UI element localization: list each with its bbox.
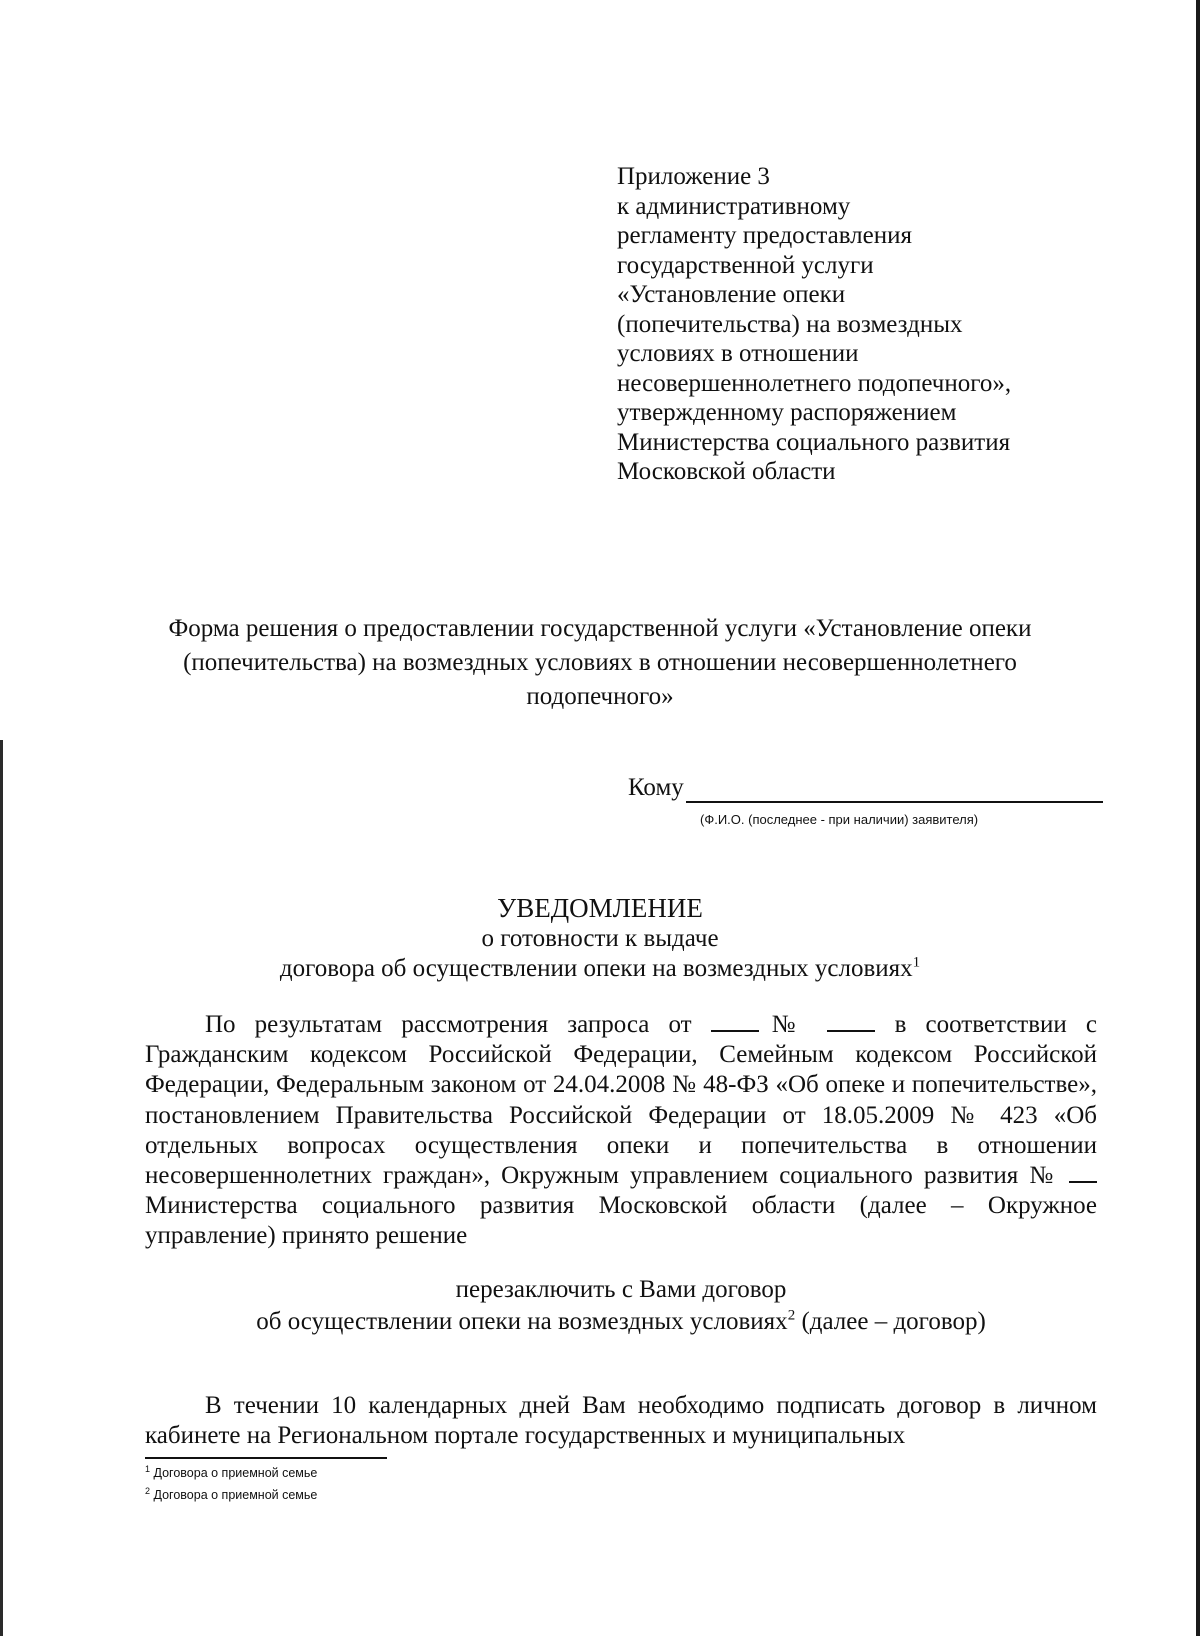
footnote-divider bbox=[145, 1457, 387, 1459]
appendix-line: Московской области bbox=[617, 458, 836, 485]
office-number-blank bbox=[1069, 1161, 1097, 1183]
date-blank bbox=[711, 1010, 759, 1032]
appendix-line: Приложение 3 bbox=[617, 163, 770, 190]
form-title-line: подопечного» bbox=[526, 683, 674, 710]
recipient-hint: (Ф.И.О. (последнее - при наличии) заявителя) bbox=[700, 812, 979, 827]
recipient-fill-line bbox=[686, 777, 1103, 803]
footnote-mark: 2 bbox=[145, 1485, 151, 1496]
notice-title: УВЕДОМЛЕНИЕ bbox=[497, 893, 703, 923]
appendix-line: (попечительства) на возмездных bbox=[617, 310, 963, 338]
body-text: Министерства социального развития Московской области (далее – Окружное управление) принято решение bbox=[145, 1192, 1097, 1250]
notice-heading bbox=[145, 892, 1055, 984]
decision-line-2 bbox=[145, 1306, 1097, 1338]
body-text: в соответствии с Гражданским кодексом Российской Федерации, Семейным кодексом Российской Федерации, Федеральным законом от 24.04.2008 № 48-ФЗ «Об опеке и попечительстве», постановлением Правительства Российской Федерации от 18.05.2009 № 423 «Об отдельных вопросах осуществления опеки и попечительства в отношении несовершеннолетних граждан», Окружным управлением социального развития № bbox=[145, 1011, 1098, 1190]
appendix-line: несовершеннолетнего подопечного», bbox=[617, 369, 1012, 397]
scan-edge-left bbox=[0, 740, 3, 1636]
form-title-line: (попечительства) на возмездных условиях в отношении несовершеннолетнего bbox=[183, 649, 1017, 676]
notice-subtitle-text: договора об осуществлении опеки на возмездных условиях bbox=[279, 955, 913, 982]
decision-block bbox=[145, 1274, 1097, 1338]
footnote bbox=[145, 1484, 317, 1506]
footnote-mark: 1 bbox=[145, 1463, 151, 1474]
recipient-field bbox=[628, 773, 1103, 803]
footnote-ref: 1 bbox=[912, 954, 921, 971]
footnote bbox=[145, 1462, 317, 1484]
footnotes bbox=[145, 1462, 317, 1506]
appendix-line: утвержденному распоряжением bbox=[617, 399, 957, 426]
appendix-line: государственной услуги bbox=[617, 251, 874, 279]
notice-subtitle: о готовности к выдаче bbox=[481, 925, 719, 952]
body-text: № bbox=[758, 1011, 828, 1038]
deadline-paragraph bbox=[145, 1391, 1097, 1451]
number-blank bbox=[827, 1010, 875, 1032]
decision-line: перезаключить с Вами договор bbox=[455, 1276, 787, 1303]
footnote-ref: 2 bbox=[787, 1307, 796, 1324]
footnote-text: Договора о приемной семье bbox=[153, 1466, 318, 1480]
appendix-header bbox=[617, 162, 1137, 487]
deadline-text: В течении 10 календарных дней Вам необходимо подписать договор в личном кабинете на Региональном портале государственных и муниципальных bbox=[145, 1392, 1097, 1449]
decision-text: об осуществлении опеки на возмездных условиях bbox=[256, 1308, 788, 1335]
form-title-line: Форма решения о предоставлении государственной услуги «Установление опеки bbox=[168, 615, 1032, 642]
appendix-line: регламенту предоставления bbox=[617, 222, 913, 249]
body-text: По результатам рассмотрения запроса от bbox=[205, 1011, 711, 1038]
scan-edge-right bbox=[1196, 0, 1200, 1636]
appendix-line: «Установление опеки bbox=[617, 281, 846, 308]
appendix-line: к административному bbox=[617, 192, 851, 220]
appendix-line: Министерства социального развития bbox=[617, 428, 1011, 456]
appendix-line: условиях в отношении bbox=[617, 340, 859, 367]
decision-text: (далее – договор) bbox=[795, 1308, 986, 1335]
footnote-text: Договора о приемной семье bbox=[153, 1488, 318, 1502]
recipient-label: Кому bbox=[628, 774, 684, 801]
notice-subtitle-2 bbox=[145, 954, 1055, 984]
form-title bbox=[145, 612, 1055, 714]
body-paragraph bbox=[145, 1010, 1097, 1252]
